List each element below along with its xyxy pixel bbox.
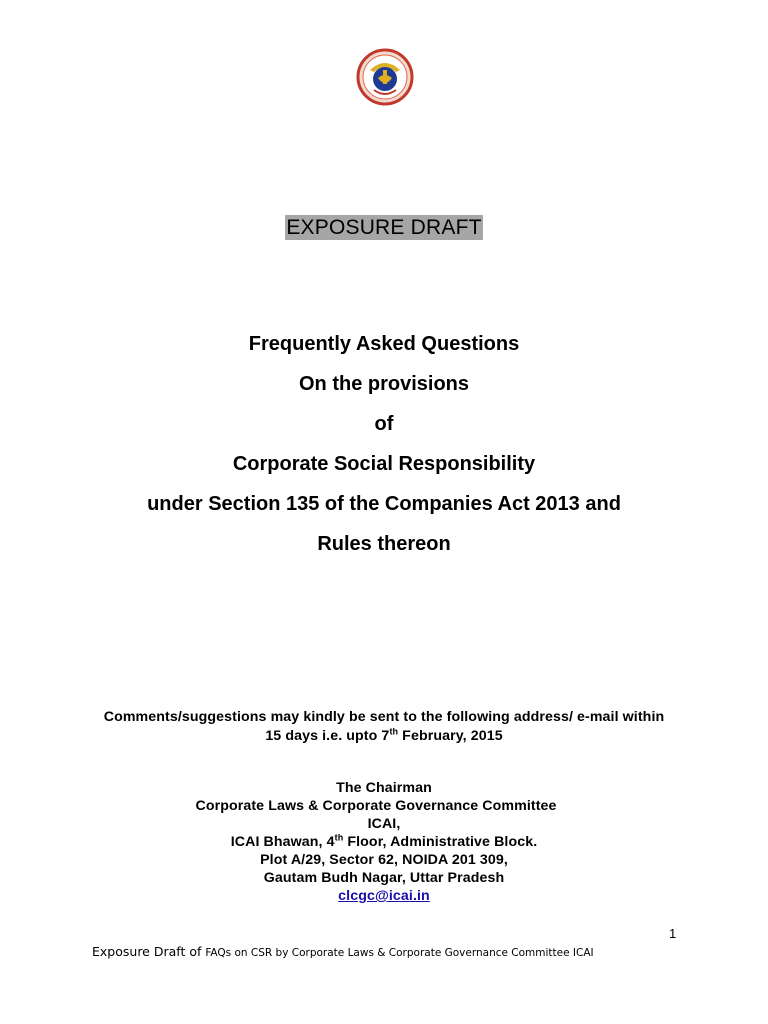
comments-deadline-date: February, 2015	[398, 728, 503, 744]
banner-text: EXPOSURE DRAFT	[286, 216, 482, 239]
ordinal-suffix: th	[389, 726, 399, 737]
address-bhawan	[0, 833, 768, 851]
comments-instructions	[0, 708, 768, 746]
title-line: Rules thereon	[317, 533, 451, 555]
title-line: Frequently Asked Questions	[248, 333, 520, 355]
comments-line-2	[0, 727, 768, 746]
address-bhawan-text: ICAI Bhawan, 4	[230, 834, 335, 850]
title-line: Corporate Social Responsibility	[232, 453, 536, 475]
document-title	[0, 324, 768, 564]
title-line: of	[374, 413, 394, 435]
page-number: 1	[669, 926, 677, 941]
footer-lead: Exposure Draft of	[92, 944, 206, 959]
postal-address	[0, 779, 768, 905]
address-chairman: The Chairman	[336, 780, 432, 796]
comments-deadline-text: 15 days i.e. upto 7	[265, 728, 390, 744]
footer-text: FAQs on CSR by Corporate Laws & Corporate Governance Committee ICAI	[205, 947, 594, 959]
title-line: under Section 135 of the Companies Act 2013 and	[147, 493, 621, 515]
address-city: Gautam Budh Nagar, Uttar Pradesh	[263, 870, 505, 886]
exposure-draft-banner	[0, 216, 768, 240]
address-org: ICAI,	[367, 816, 401, 832]
ordinal-suffix: th	[334, 832, 344, 843]
page-footer	[92, 944, 594, 959]
address-floor-text: Floor, Administrative Block.	[343, 834, 538, 850]
title-line: On the provisions	[298, 373, 470, 395]
address-plot: Plot A/29, Sector 62, NOIDA 201 309,	[260, 852, 508, 868]
icai-logo	[356, 48, 414, 106]
email-link[interactable]: clcgc@icai.in	[338, 888, 430, 904]
address-committee: Corporate Laws & Corporate Governance Committee	[195, 798, 557, 814]
comments-line-1: Comments/suggestions may kindly be sent to the following address/ e-mail within	[103, 709, 665, 725]
